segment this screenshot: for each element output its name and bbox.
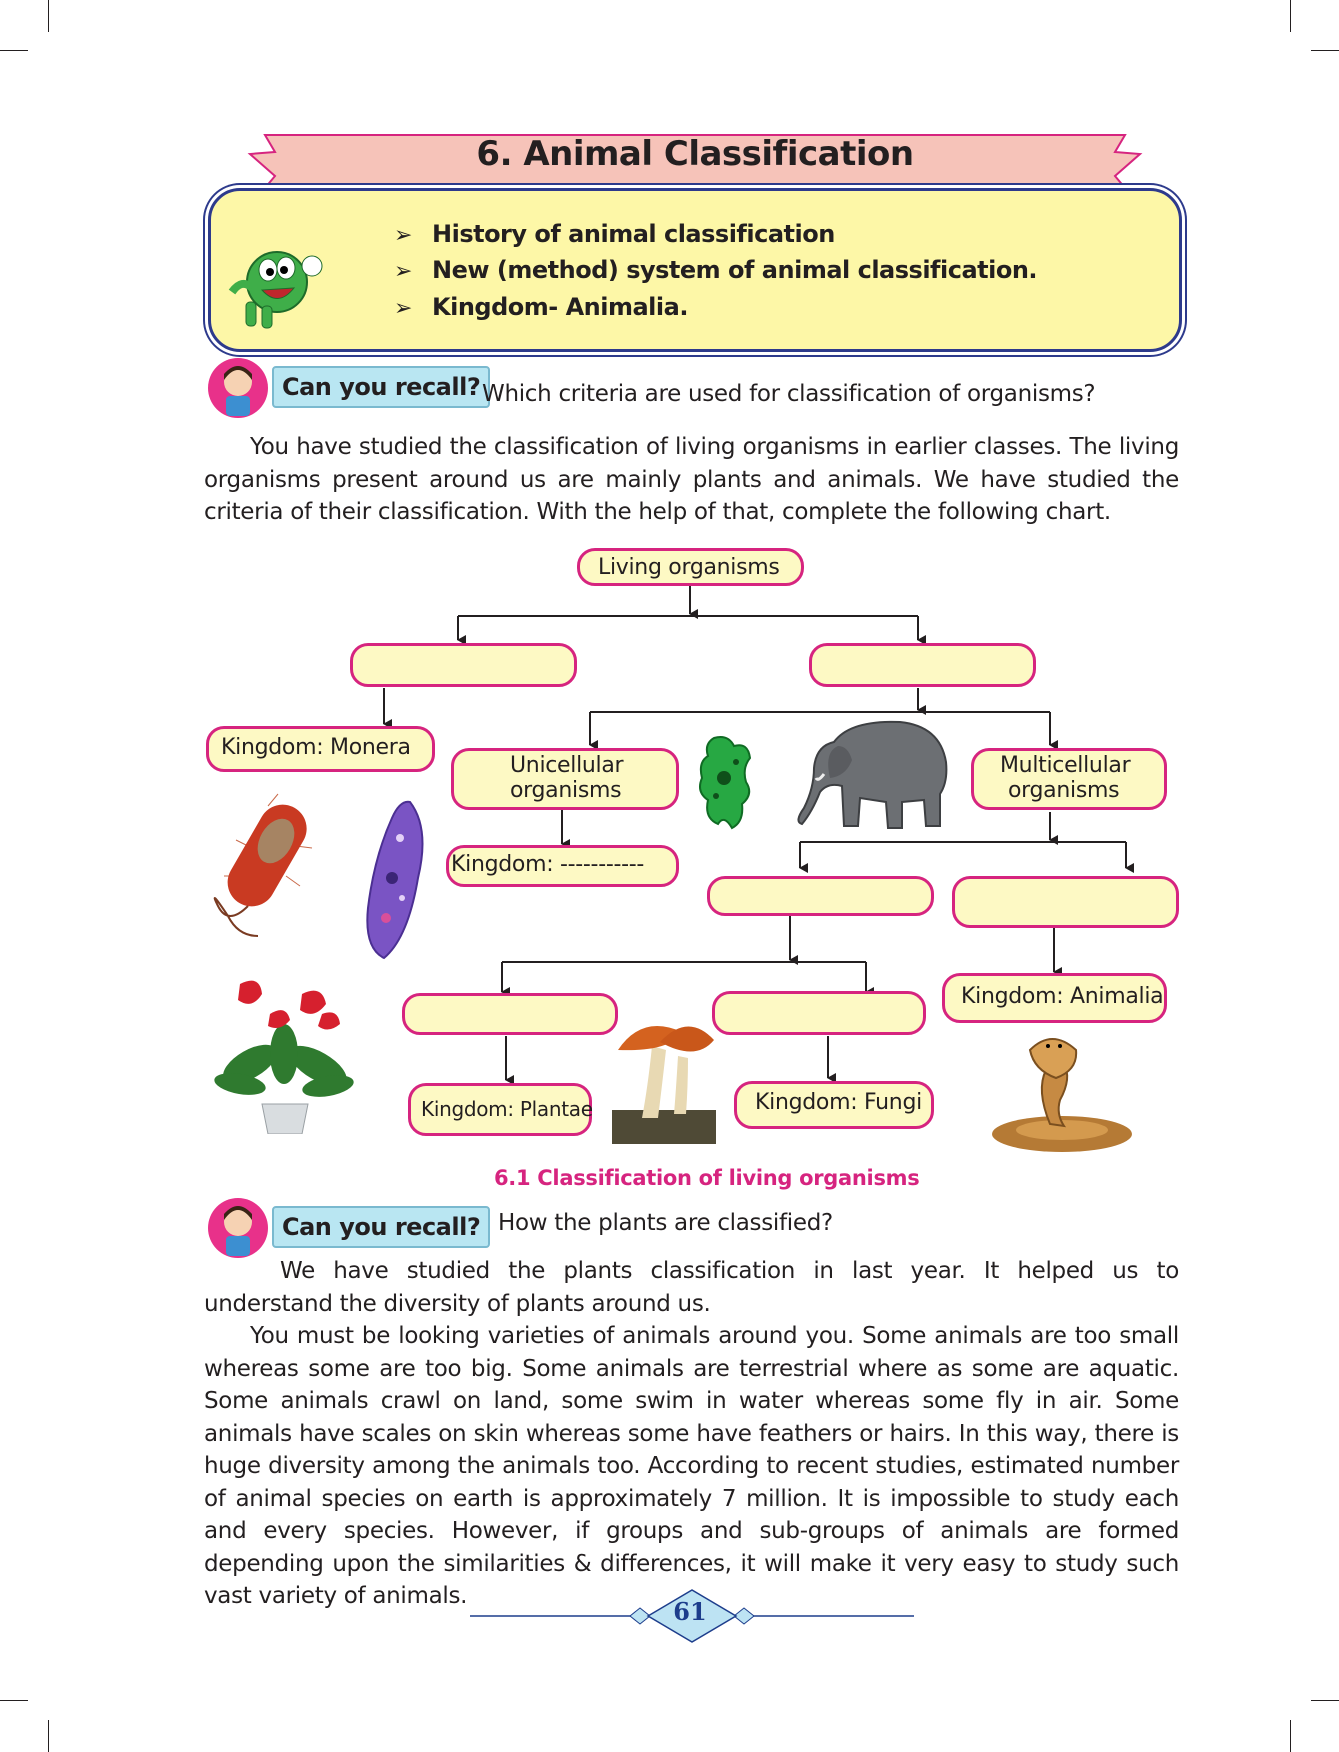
girl-avatar-icon — [206, 356, 272, 420]
recall-question: How the plants are classified? — [498, 1210, 833, 1236]
recall-badge — [206, 1200, 481, 1252]
chart-box-kingdom-animalia: Kingdom: Animalia — [942, 973, 1167, 1023]
chart-box-kingdom-blank[interactable]: Kingdom: ----------- — [446, 845, 679, 887]
chart-box-blank[interactable] — [809, 643, 1036, 687]
paramecium-icon — [362, 798, 432, 962]
recall-label: Can you recall? — [272, 366, 490, 408]
crop-mark — [1311, 50, 1339, 51]
chart-box-unicellular: Unicellular organisms — [451, 748, 679, 810]
page-number: 61 — [673, 1597, 707, 1626]
chart-box-kingdom-monera: Kingdom: Monera — [206, 726, 435, 772]
girl-avatar-icon — [206, 1196, 272, 1260]
chart-box-blank[interactable] — [712, 991, 926, 1035]
cobra-icon — [986, 1030, 1136, 1156]
chart-box-root: Living organisms — [577, 548, 804, 586]
crop-mark — [48, 1720, 49, 1752]
topic-item: ➢ Kingdom- Animalia. — [394, 293, 688, 321]
bacterium-icon — [208, 786, 328, 946]
intro-paragraph: You have studied the classification of living organisms in earlier classes. The living organisms present around us are mainly plants and animals. We have studied the criteria of their classification. With the help of that, complete the following chart. — [204, 434, 1179, 525]
mushrooms-icon — [612, 1006, 716, 1144]
crop-mark — [1290, 0, 1291, 32]
crop-mark — [1290, 1720, 1291, 1752]
chart-box-kingdom-plantae: Kingdom: Plantae — [408, 1083, 592, 1136]
page-title: 6. Animal Classification — [476, 134, 914, 174]
crop-mark — [0, 1700, 28, 1701]
recall-label: Can you recall? — [272, 1206, 490, 1248]
crop-mark — [1311, 1700, 1339, 1701]
figure-caption: 6.1 Classification of living organisms — [494, 1166, 920, 1190]
chart-box-kingdom-fungi: Kingdom: Fungi — [734, 1081, 934, 1129]
chart-box-blank[interactable] — [952, 876, 1179, 928]
topic-item: ➢ History of animal classification — [394, 220, 835, 248]
arrow-bullet-icon: ➢ — [394, 296, 412, 321]
elephant-icon — [790, 712, 958, 830]
anthurium-plant-icon — [210, 974, 360, 1134]
crop-mark — [0, 50, 28, 51]
recall-badge — [206, 360, 481, 412]
arrow-bullet-icon: ➢ — [394, 259, 412, 284]
chart-box-blank[interactable] — [707, 876, 934, 916]
amoeba-icon — [694, 734, 756, 832]
arrow-bullet-icon: ➢ — [394, 223, 412, 248]
topic-item: ➢ New (method) system of animal classification. — [394, 256, 1038, 284]
chart-box-multicellular: Multicellular organisms — [971, 748, 1167, 810]
mascot-icon — [222, 232, 332, 330]
chart-box-blank[interactable] — [350, 643, 577, 687]
paragraph: We have studied the plants classification in last year. It helped us to understand the diversity of plants around us. — [204, 1258, 1179, 1317]
recall-question: Which criteria are used for classification of organisms? — [482, 381, 1096, 407]
crop-mark — [48, 0, 49, 32]
paragraph: You must be looking varieties of animals around you. Some animals are too small whereas some are too big. Some animals are terrestrial where as some are aquatic. Some animals crawl on land, some swim in water whereas some fly in air. Some animals have scales on skin whereas some have feathers or hairs. In this way, there is huge diversity among the animals too. According to recent studies, estimated number of animal species on earth is approximately 7 million. It is impossible to study each and every species. However, if groups and sub-groups of animals are formed depending upon the similarities & differences, it will make it very easy to study such vast variety of animals. — [204, 1323, 1179, 1609]
chart-box-blank[interactable] — [402, 993, 618, 1035]
